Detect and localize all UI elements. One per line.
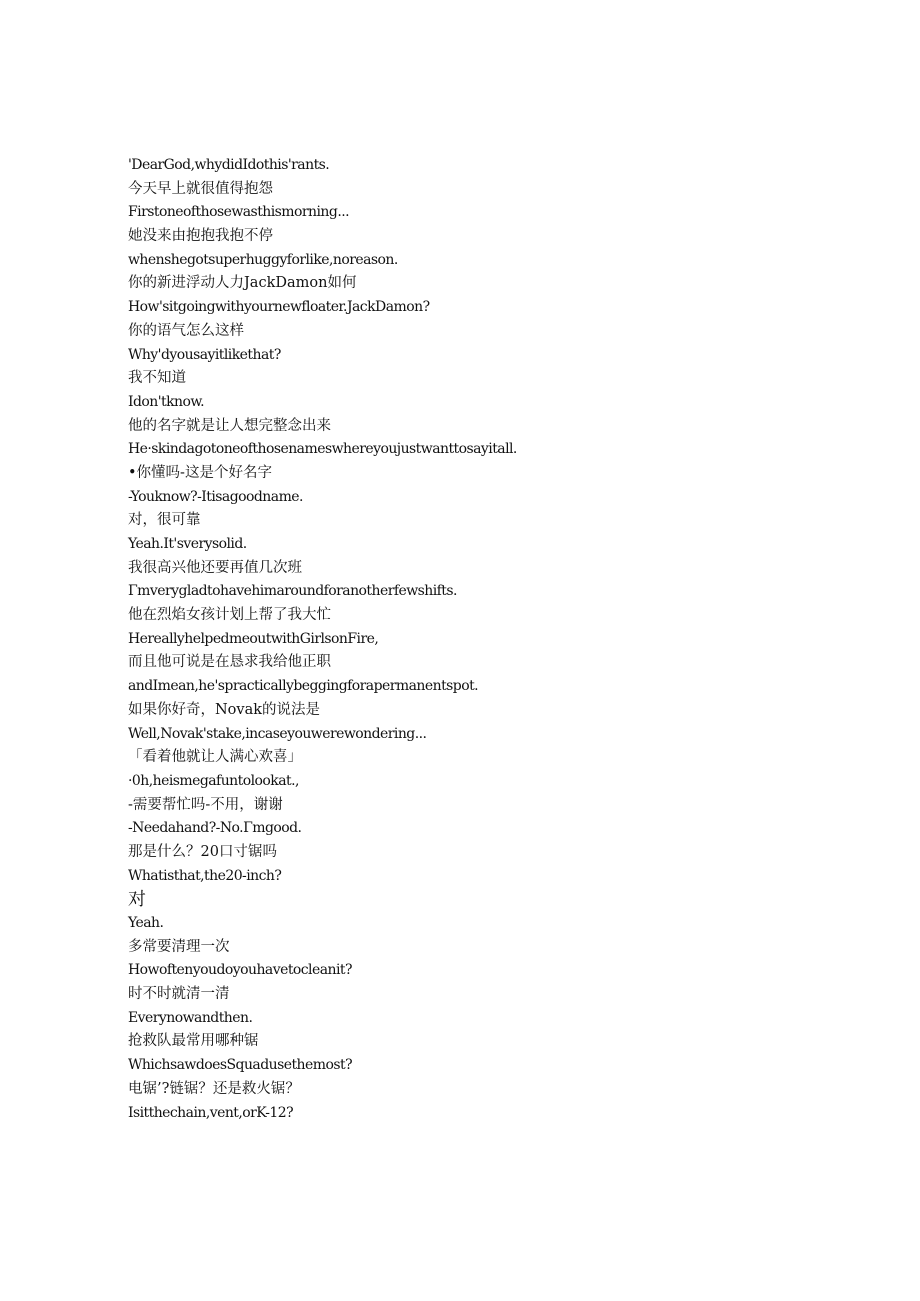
transcript-line-zh: 我不知道 xyxy=(128,370,186,387)
transcript-line-en: HereallyhelpedmeoutwithGirlsonFire, xyxy=(128,630,379,647)
transcript-line-en: Why'dyousayitlikethat? xyxy=(128,346,281,363)
transcript-line-zh: 电锯’?链锯？还是救火锯？ xyxy=(128,1080,300,1097)
transcript-line-en: andImean,he'spracticallybeggingforapermanentspot. xyxy=(128,678,479,695)
transcript-line-en: -Youknow?-Itisagoodname. xyxy=(128,488,303,505)
transcript-line-en: Γmverygladtohavehimaroundforanotherfewshifts. xyxy=(128,583,457,600)
transcript-line-en: whenshegotsuperhuggyforlike,noreason. xyxy=(128,251,398,268)
transcript-line-zh: 而且他可说是在恳求我给他正职 xyxy=(128,654,331,671)
transcript-line-en: ·0h,heismegafuntolookat., xyxy=(128,772,299,789)
transcript-line-en: WhichsawdoesSquadusethemost? xyxy=(128,1057,353,1074)
transcript-line-zh: 我很高兴他还要再值几次班 xyxy=(128,559,302,576)
transcript-line-en: How'sitgoingwithyournewfloater.JackDamon? xyxy=(128,299,430,316)
transcript-line-zh: 他在烈焰女孩计划上帮了我大忙 xyxy=(128,607,331,624)
transcript-line-zh: 抢救队最常用哪种锯 xyxy=(128,1033,259,1050)
transcript-line-en: He·skindagotoneofthosenameswhereyoujustwanttosayitall. xyxy=(128,441,517,458)
transcript-line-zh: 她没来由抱抱我抱不停 xyxy=(128,228,273,245)
transcript-line-zh: 你的新进浮动人力JackDamon如何 xyxy=(128,275,357,292)
transcript-line-zh: 今天早上就很值得抱怨 xyxy=(128,180,273,197)
transcript-line-en: Yeah. xyxy=(128,915,164,931)
transcript-line-en: Whatisthat,the20-inch? xyxy=(128,867,282,884)
transcript-line-zh: •你懂吗-这是个好名字 xyxy=(128,464,272,481)
transcript-line-en: Firstoneofthosewasthismorning... xyxy=(128,204,350,221)
transcript-line-zh: 时不时就清一清 xyxy=(128,986,230,1003)
transcript-line-zh: 对，很可靠 xyxy=(128,512,201,529)
transcript-line-en: Idon'tknow. xyxy=(128,393,205,410)
transcript-line-en: -Needahand?-No.Γmgood. xyxy=(128,820,302,837)
transcript-line-zh: 你的语气怎么这样 xyxy=(128,322,244,339)
transcript-line-zh: 对 xyxy=(128,889,146,911)
transcript-line-zh: 他的名字就是让人想完整念出来 xyxy=(128,417,331,434)
transcript-line-en: Well,Novak'stake,incaseyouwerewondering... xyxy=(128,725,427,742)
transcript-line-en: Isitthechain,vent,orK-12? xyxy=(128,1104,294,1121)
transcript-line-zh: -需要帮忙吗-不用，谢谢 xyxy=(128,796,283,813)
transcript-line-en: Yeah.It'sverysolid. xyxy=(128,536,247,552)
transcript-line-en: Howoftenyoudoyouhavetocleanit? xyxy=(128,962,352,979)
transcript-line-en: Everynowandthen. xyxy=(128,1009,253,1026)
transcript-line-zh: 「看着他就让人满心欢喜」 xyxy=(128,749,302,766)
transcript-line-zh: 那是什么？20口寸锯吗 xyxy=(128,843,277,860)
subtitle-transcript xyxy=(128,154,828,1125)
transcript-line-zh: 多常要清理一次 xyxy=(128,938,230,955)
transcript-line-en: 'DearGod,whydidIdothis'rants. xyxy=(128,157,330,173)
transcript-line-zh: 如果你好奇，Novak的说法是 xyxy=(128,701,321,718)
